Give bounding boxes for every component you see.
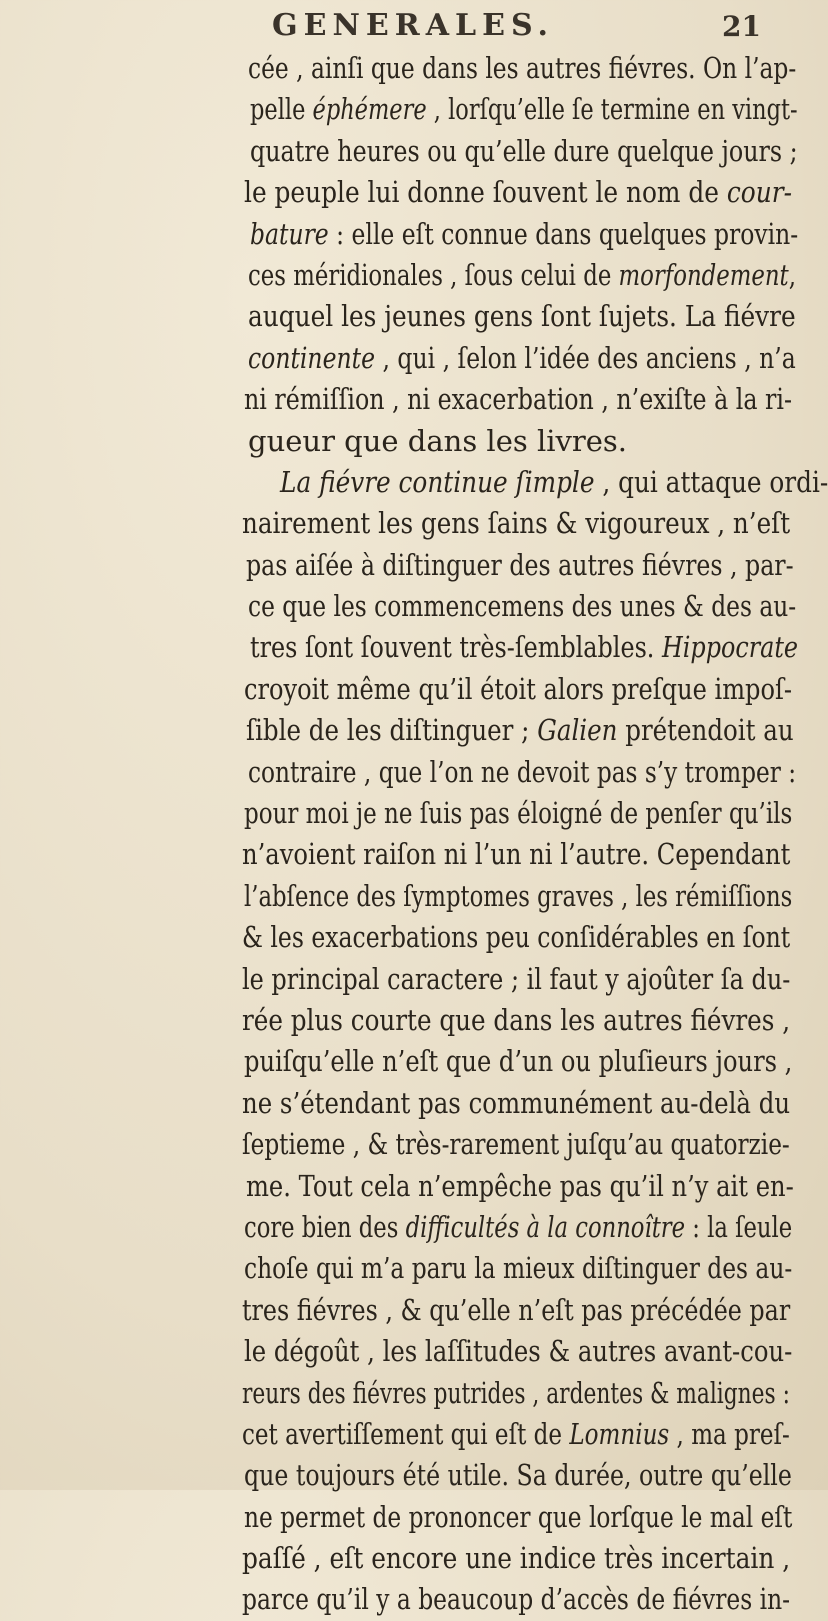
text-line — [250, 89, 798, 130]
text-run: reurs des fiévres putrides , ardentes & malignes : — [242, 1375, 790, 1410]
text-run: ſible de les diſtinguer ; — [246, 713, 538, 748]
text-line — [250, 214, 798, 255]
text-run: & les exacerbations peu conſidérables en ſont — [242, 920, 791, 955]
text-line — [242, 1000, 790, 1041]
text-run: ce que les commencemens des unes & des au- — [248, 589, 797, 624]
text-line — [244, 1497, 792, 1538]
text-run: contraire , que l’on ne devoit pas s’y tromper : — [248, 754, 797, 789]
text-line — [244, 669, 792, 710]
text-run: tres ſont ſouvent très-ſemblables. — [250, 630, 662, 665]
text-run: puiſqu’elle n’eſt que d’un ou pluſieurs jours , — [244, 1044, 793, 1079]
page-number: 21 — [722, 10, 761, 43]
italic-text: Lomnius — [569, 1416, 670, 1451]
italic-text: éphémere — [312, 92, 427, 127]
text-line — [250, 627, 798, 668]
text-line — [242, 1538, 790, 1579]
italic-text: bature — [250, 216, 329, 251]
text-run: croyoit même qu’il étoit alors preſque impoſ- — [244, 671, 793, 706]
text-run: , qui attaque ordi- — [594, 464, 828, 499]
text-run: ne s’étendant pas communément au-delà du — [242, 1085, 791, 1120]
text-line — [242, 1414, 790, 1455]
text-line — [248, 586, 796, 627]
italic-text: Galien — [537, 713, 618, 748]
text-line — [244, 1331, 792, 1372]
text-line — [248, 296, 796, 337]
text-run: me. Tout cela n’empêche pas qu’il n’y ait en- — [246, 1168, 794, 1203]
text-run: cet avertiſſement qui eſt de — [242, 1416, 570, 1451]
text-run: , — [788, 257, 796, 292]
text-run: , ma preſ- — [669, 1416, 790, 1451]
text-line — [248, 752, 796, 793]
text-run: paſſé , eſt encore une indice très incertain , — [242, 1541, 791, 1576]
text-run: ni rémiſſion , ni exacerbation , n’exiſte à la ri- — [244, 382, 793, 417]
text-run: choſe qui m’a paru la mieux diſtinguer des au- — [244, 1251, 793, 1286]
italic-text: morfondement — [618, 257, 789, 292]
text-line — [242, 503, 790, 544]
text-run: , lorſqu’elle ſe termine en vingt- — [426, 92, 798, 127]
text-line — [246, 545, 794, 586]
text-line — [244, 1041, 792, 1082]
italic-text: La fiévre continue ſimple — [280, 464, 595, 499]
text-run: que toujours été utile. Sa durée, outre qu’elle — [244, 1458, 792, 1493]
text-line — [248, 48, 796, 89]
italic-text: Hippocrate — [661, 630, 799, 665]
text-line — [244, 793, 792, 834]
text-run: : la ſeule — [685, 1209, 793, 1244]
text-line — [242, 834, 790, 875]
text-line — [250, 131, 798, 172]
text-line — [248, 255, 796, 296]
text-run: rée plus courte que dans les autres fiévres , — [242, 1002, 791, 1037]
text-run: ces méridionales , ſous celui de — [248, 257, 619, 292]
italic-text: difficultés à la connoître — [405, 1209, 686, 1244]
text-run: l’abſence des ſymptomes graves , les rémiſſions — [244, 878, 793, 913]
text-run: pour moi je ne ſuis pas éloigné de penſer qu’ils — [244, 796, 793, 831]
italic-text: cour- — [726, 175, 792, 210]
text-run: tres fiévres , & qu’elle n’eſt pas précédée par — [242, 1292, 791, 1327]
text-line — [246, 1166, 794, 1207]
text-line — [244, 1455, 792, 1496]
text-line — [242, 959, 790, 1000]
text-run: : elle eſt connue dans quelques provin- — [328, 216, 799, 251]
text-line — [248, 338, 796, 379]
text-run: le peuple lui donne ſouvent le nom de — [244, 175, 727, 210]
text-line — [244, 379, 792, 420]
italic-text: continente — [248, 340, 375, 375]
text-run: n’avoient raiſon ni l’un ni l’autre. Cependant — [242, 837, 791, 872]
text-run: quatre heures ou qu’elle dure quelque jours ; — [250, 133, 798, 168]
text-run: le principal caractere ; il faut y ajoûter ſa du- — [242, 961, 791, 996]
text-run: ne permet de prononcer que lorſque le mal eſt — [244, 1499, 793, 1534]
text-line — [242, 1124, 790, 1165]
text-run: gueur que dans les livres. — [248, 423, 628, 458]
text-run: cée , ainſi que dans les autres fiévres. On l’ap- — [248, 51, 797, 85]
text-line — [280, 462, 828, 503]
text-line — [242, 1290, 790, 1331]
text-run: prétendoit au — [617, 713, 794, 748]
text-line — [242, 917, 790, 958]
text-line — [248, 421, 792, 462]
text-line — [242, 1083, 790, 1124]
text-line — [242, 1373, 790, 1414]
text-run: pelle — [250, 92, 313, 127]
text-line — [242, 1579, 790, 1620]
body-text — [242, 48, 828, 1621]
text-run: ſeptieme , & très-rarement juſqu’au quatorzie- — [242, 1127, 790, 1162]
text-line — [244, 876, 792, 917]
text-run: core bien des — [244, 1209, 406, 1244]
text-line — [246, 710, 794, 751]
text-line — [244, 1248, 792, 1289]
text-run: , qui , ſelon l’idée des anciens , n’a — [374, 340, 796, 375]
text-run: nairement les gens ſains & vigoureux , n’eſt — [242, 506, 791, 541]
text-run: le dégoût , les laſſitudes & autres avant-cou- — [244, 1334, 793, 1369]
page-header — [0, 6, 800, 42]
text-run: parce qu’il y a beaucoup d’accès de fiévres in- — [242, 1582, 791, 1617]
text-run: pas aiſée à diſtinguer des autres fiévres , par- — [246, 547, 794, 582]
text-line — [244, 172, 792, 213]
text-line — [244, 1207, 792, 1248]
running-head: GENERALES. — [272, 8, 554, 43]
text-run: auquel les jeunes gens ſont ſujets. La fiévre — [248, 299, 796, 334]
